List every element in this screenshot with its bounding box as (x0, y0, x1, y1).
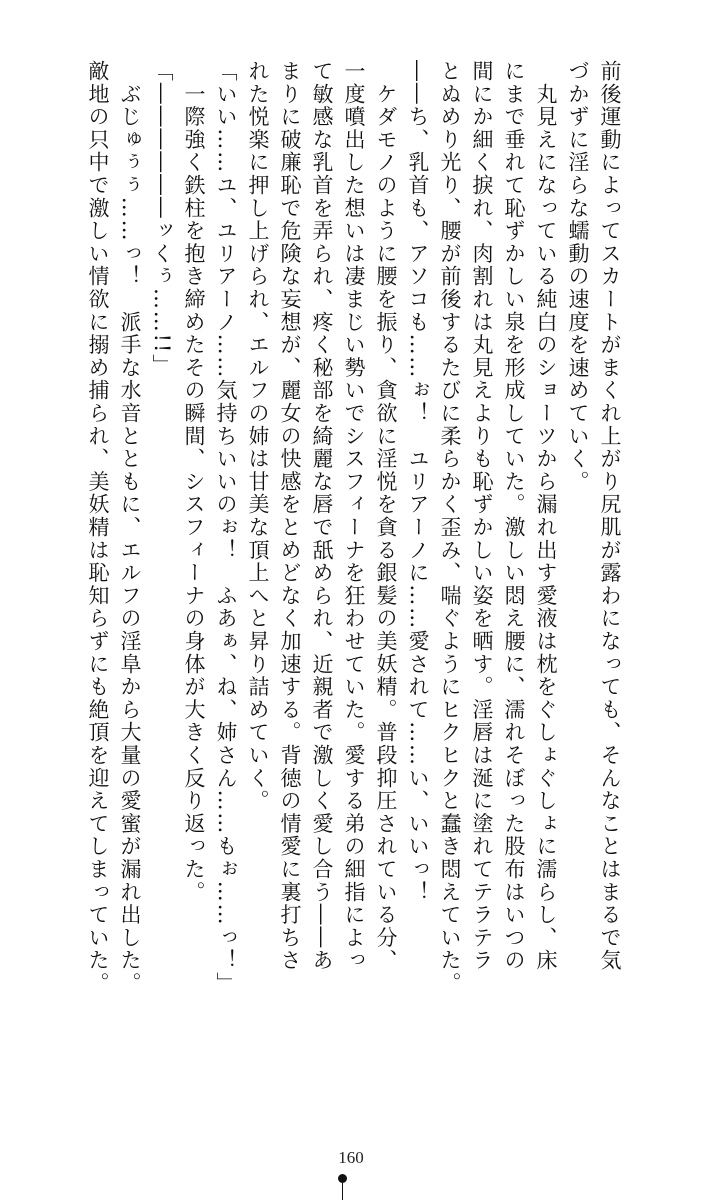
text-line: ――ち、乳首も、アソコも……ぉ！ ユリアーノに……愛されて……い、いいっ！ (406, 60, 430, 904)
text-line: 間にか細く捩れ、肉割れは丸見えよりも恥ずかしい姿を晒す。淫唇は涎に塗れてテラテラ (470, 60, 494, 972)
page-marker-dot (338, 1174, 347, 1183)
text-line: 「いい……ユ、ユリアーノ……気持ちいいのぉ！ ふあぁ、ね、姉さん……もぉ……っ！」 (214, 60, 238, 995)
body-text (76, 60, 626, 1020)
text-line: 「――――――ッくぅ……!!」 (150, 60, 174, 377)
text-line: づかずに淫らな蠕動の速度を速めていく。 (566, 60, 590, 494)
text-line: とぬめり光り、腰が前後するたびに柔らかく歪み、喘ぐようにヒクヒクと蠢き悶えていた。 (438, 60, 462, 995)
page-marker-line (342, 1183, 343, 1200)
text-line: て敏感な乳首を弄られ、疼く秘部を綺麗な唇で舐められ、近親者で激しく愛し合う――あ (310, 60, 334, 972)
text-line: れた悦楽に押し上げられ、エルフの姉は甘美な頂上へと昇り詰めていく。 (246, 60, 270, 813)
text-line: 一度噴出した想いは凄まじい勢いでシスフィーナを狂わせていた。愛する弟の細指によっ (342, 60, 366, 972)
text-line: ぶじゅぅぅ……っ！ 派手な水音とともに、エルフの淫阜から大量の愛蜜が漏れ出した。 (118, 60, 142, 995)
text-line: 丸見えになっている純白のショーツから漏れ出す愛液は枕をぐしょぐしょに濡らし、床 (534, 60, 558, 972)
text-line: ケダモノのように腰を振り、貪欲に淫悦を貪る銀髪の美妖精。普段抑圧されている分、 (374, 60, 398, 972)
text-line: 一際強く鉄柱を抱き締めたその瞬間、シスフィーナの身体が大きく反り返った。 (182, 60, 206, 904)
text-line: 前後運動によってスカートがまくれ上がり尻肌が露わになっても、そんなことはまるで気 (598, 60, 622, 972)
text-line: にまで垂れて恥ずかしい泉を形成していた。激しい悶え腰に、濡れそぼった股布はいつの (502, 60, 526, 972)
text-line: 敵地の只中で激しい情欲に搦め捕られ、美妖精は恥知らずにも絶頂を迎えてしまっていた。 (86, 60, 110, 995)
page-number: 160 (338, 1148, 364, 1167)
text-line: まりに破廉恥で危険な妄想が、麗女の快感をとめどなく加速する。背徳の情愛に裏打ちさ (278, 60, 302, 972)
